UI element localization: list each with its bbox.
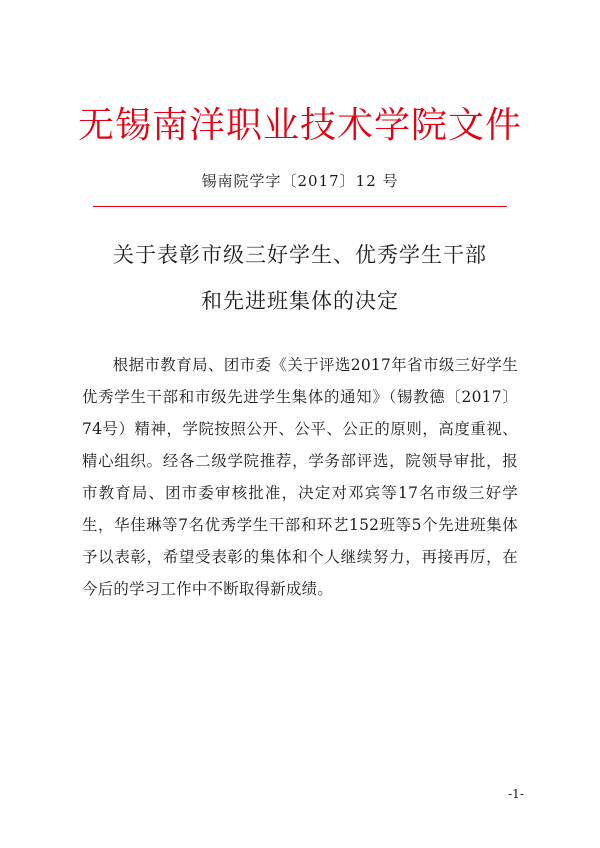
document-title-line-2: 和先进班集体的决定 <box>201 289 399 313</box>
document-number: 锡南院学字〔2017〕12 号 <box>201 172 399 190</box>
org-header-title: 无锡南洋职业技术学院文件 <box>77 105 522 146</box>
header-divider-rule <box>93 206 507 207</box>
body-paragraph: 根据市教育局、团市委《关于评选2017年省市级三好学生优秀学生干部和市级先进学生集体的通知》（锡教德〔2017〕74号）精神，学院按照公开、公平、公正的原则，高度重视、精心组织。经各二级学院推荐，学务部评选，院领导审批，报市教育局、团市委审核批准，决定对邓宾等17名市级三好学生，华佳琳等7名优秀学生干部和环艺152班等5个先进班集体予以表彰，希望受表彰的集体和个人继续努力，再接再厉，在今后的学习工作中不断取得新成绩。 <box>82 356 518 598</box>
document-title-line-1: 关于表彰市级三好学生、优秀学生干部 <box>113 243 487 267</box>
page-number: -1- <box>508 787 524 801</box>
